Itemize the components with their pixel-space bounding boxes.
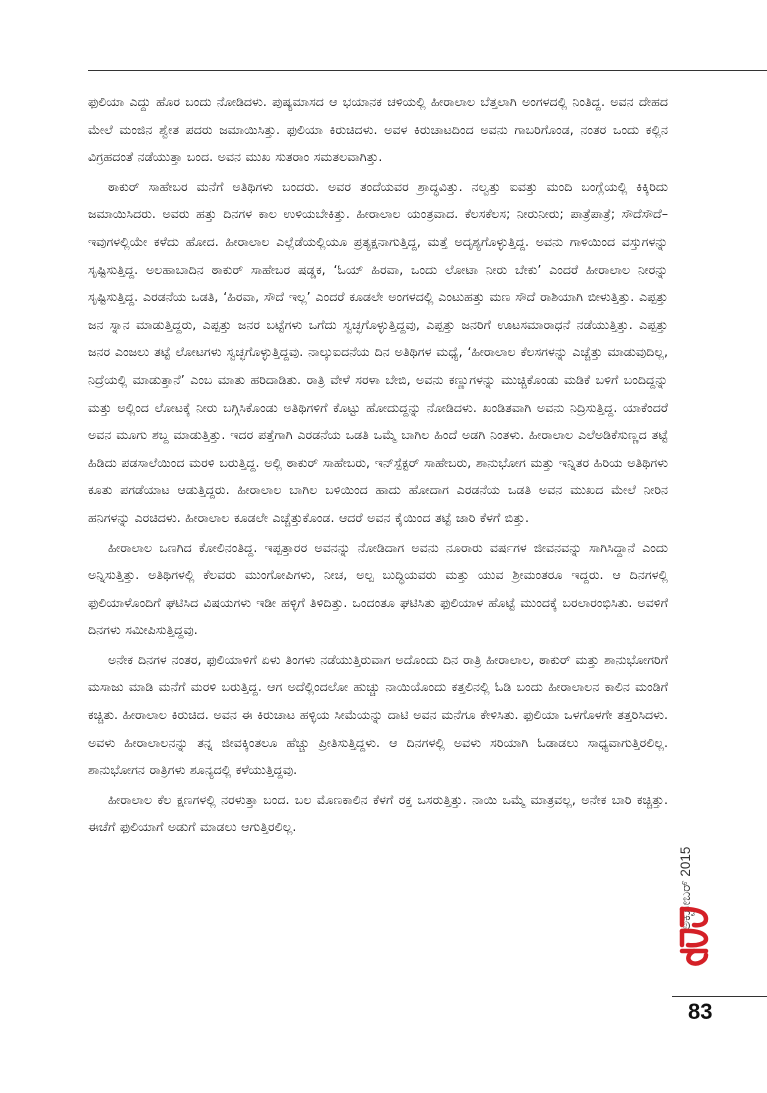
paragraph-4: ಅನೇಕ ದಿನಗಳ ನಂತರ, ಫುಲಿಯಾಳಿಗೆ ಏಳು ತಿಂಗಳು ನಡೆಯುತ್ತಿರುವಾಗ ಅದೊಂದು ದಿನ ರಾತ್ರಿ ಹೀರಾಲಾಲ, ಠಾಕುರ್ ಮತ್ತು ಶಾನುಭೋಗರಿಗೆ ಮಸಾಜು ಮಾಡಿ ಮನೆಗೆ ಮರಳಿ ಬರುತ್ತಿದ್ದ. ಆಗ ಅದೆಲ್ಲಿಂದಲೋ ಹುಚ್ಚು ನಾಯಿಯೊಂದು ಕತ್ತಲಿನಲ್ಲಿ ಓಡಿ ಬಂದು ಹೀರಾಲಾಲನ ಕಾಲಿನ ಮಂಡಿಗೆ ಕಚ್ಚಿತು. ಹೀರಾಲಾಲ ಕಿರುಚಿದ. ಅವನ ಈ ಕಿರುಚಾಟ ಹಳ್ಳಿಯ ಸೀಮೆಯನ್ನು ದಾಟಿ ಅವನ ಮನೆಗೂ ಕೇಳಿಸಿತು. ಫುಲಿಯಾ ಒಳಗೊಳಗೇ ತತ್ತರಿಸಿದಳು. ಅವಳು ಹೀರಾಲಾಲನನ್ನು ತನ್ನ ಜೀವಕ್ಕಿಂತಲೂ ಹೆಚ್ಚು ಪ್ರೀತಿಸುತ್ತಿದ್ದಳು. ಆ ದಿನಗಳಲ್ಲಿ ಅವಳು ಸರಿಯಾಗಿ ಓಡಾಡಲು ಸಾಧ್ಯವಾಗುತ್ತಿರಲಿಲ್ಲ. ಶಾನುಭೋಗನ ರಾತ್ರಿಗಳು ಶೂನ್ಯದಲ್ಲಿ ಕಳೆಯುತ್ತಿದ್ದವು.	[88, 651, 668, 778]
paragraph-3: ಹೀರಾಲಾಲ ಒಣಗಿದ ಕೋಲಿನಂತಿದ್ದ. ಇಪ್ಪತ್ತಾರರ ಅವನನ್ನು ನೋಡಿದಾಗ ಅವನು ನೂರಾರು ವರ್ಷಗಳ ಜೀವನವನ್ನು ಸಾಗಿಸಿದ್ದಾನೆ ಎಂದು ಅನ್ನಿಸುತ್ತಿತ್ತು. ಅತಿಥಿಗಳಲ್ಲಿ ಕೆಲವರು ಮುಂಗೋಪಿಗಳು, ನೀಚ, ಅಲ್ಪ ಬುದ್ಧಿಯವರು ಮತ್ತು ಯುವ ಶ್ರೀಮಂತರೂ ಇದ್ದರು. ಆ ದಿನಗಳಲ್ಲಿ ಫುಲಿಯಾಳೊಂದಿಗೆ ಘಟಿಸಿದ ವಿಷಯಗಳು ಇಡೀ ಹಳ್ಳಿಗೆ ತಿಳಿದಿತ್ತು. ಒಂದಂತೂ ಘಟಿಸಿತು ಫುಲಿಯಾಳ ಹೊಟ್ಟೆ ಮುಂದಕ್ಕೆ ಬರಲಾರಂಭಿಸಿತು. ಅವಳಿಗೆ ದಿನಗಳು ಸಮೀಪಿಸುತ್ತಿದ್ದವು.	[88, 539, 668, 638]
paragraph-1: ಫುಲಿಯಾ ಎದ್ದು ಹೊರ ಬಂದು ನೋಡಿದಳು. ಪುಷ್ಯಮಾಸದ ಆ ಭಯಾನಕ ಚಳಿಯಲ್ಲಿ ಹೀರಾಲಾಲ ಬೆತ್ತಲಾಗಿ ಅಂಗಳದಲ್ಲಿ ನಿಂತಿದ್ದ. ಅವನ ದೇಹದ ಮೇಲೆ ಮಂಜಿನ ಶ್ವೇತ ಪದರು ಜಮಾಯಿಸಿತ್ತು. ಫುಲಿಯಾ ಕಿರುಚಿದಳು. ಅವಳ ಕಿರುಚಾಟದಿಂದ ಅವನು ಗಾಬರಿಗೊಂಡ, ನಂತರ ಒಂದು ಕಲ್ಲಿನ ವಿಗ್ರಹದಂತೆ ನಡೆಯುತ್ತಾ ಬಂದ. ಅವನ ಮುಖ ಸುತರಾಂ ಸಮತಲವಾಗಿತ್ತು.	[88, 94, 668, 165]
magazine-logo-icon	[676, 905, 712, 967]
page-number: 83	[688, 999, 713, 1024]
issue-date: ಅಕ್ಟೋಬರ್ 2015	[678, 846, 693, 930]
footer-rule	[672, 996, 767, 997]
article-body	[88, 88, 668, 843]
magazine-logo	[676, 905, 712, 967]
paragraph-2: ಠಾಕುರ್ ಸಾಹೇಬರ ಮನೆಗೆ ಅತಿಥಿಗಳು ಬಂದರು. ಅವರ ತಂದೆಯವರ ಶ್ರಾದ್ಧವಿತ್ತು. ನಲ್ವತ್ತು ಐವತ್ತು ಮಂದಿ ಬಂಗ್ಲೆಯಲ್ಲಿ ಕಿಕ್ಕಿರಿದು ಜಮಾಯಿಸಿದರು. ಅವರು ಹತ್ತು ದಿನಗಳ ಕಾಲ ಉಳಿಯಬೇಕಿತ್ತು. ಹೀರಾಲಾಲ ಯಂತ್ರವಾದ. ಕೆಲಸಕೆಲಸ; ನೀರುನೀರು; ಪಾತ್ರೆಪಾತ್ರೆ; ಸೌದೆಸೌದೆ–ಇವುಗಳಲ್ಲಿಯೇ ಕಳೆದು ಹೋದ. ಹೀರಾಲಾಲ ಎಲ್ಲೆಡೆಯಲ್ಲಿಯೂ ಪ್ರತ್ಯಕ್ಷನಾಗುತ್ತಿದ್ದ, ಮತ್ತೆ ಅದೃಶ್ಯಗೊಳ್ಳುತ್ತಿದ್ದ. ಅವನು ಗಾಳಿಯಿಂದ ವಸ್ತುಗಳನ್ನು ಸೃಷ್ಟಿಸುತ್ತಿದ್ದ. ಅಲಹಾಬಾದಿನ ಠಾಕುರ್ ಸಾಹೇಬರ ಷಡ್ಡಕ, ‘ಓಯ್ ಹಿರವಾ, ಒಂದು ಲೋಟಾ ನೀರು ಬೇಕು’ ಎಂದರೆ ಹೀರಾಲಾಲ ನೀರನ್ನು ಸೃಷ್ಟಿಸುತ್ತಿದ್ದ. ಎರಡನೆಯ ಒಡತಿ, ‘ಹಿರವಾ, ಸೌದೆ ಇಲ್ಲ’ ಎಂದರೆ ಕೂಡಲೇ ಅಂಗಳದಲ್ಲಿ ಎಂಟುಹತ್ತು ಮಣ ಸೌದೆ ರಾಶಿಯಾಗಿ ಬೀಳುತ್ತಿತ್ತು. ಎಪ್ಪತ್ತು ಜನ ಸ್ನಾನ ಮಾಡುತ್ತಿದ್ದರು, ಎಪ್ಪತ್ತು ಜನರ ಬಟ್ಟೆಗಳು ಒಗೆದು ಸ್ವಚ್ಛಗೊಳ್ಳುತ್ತಿದ್ದವು, ಎಪ್ಪತ್ತು ಜನರಿಗೆ ಊಟಸಮಾರಾಧನೆ ನಡೆಯುತ್ತಿತ್ತು. ಎಪ್ಪತ್ತು ಜನರ ಎಂಜಲು ತಟ್ಟೆ ಲೋಟಗಳು ಸ್ವಚ್ಛಗೊಳ್ಳುತ್ತಿದ್ದವು. ನಾಲ್ಕುಐದನೆಯ ದಿನ ಅತಿಥಿಗಳ ಮಧ್ಯೆ, ‘ಹೀರಾಲಾಲ ಕೆಲಸಗಳನ್ನು ಎಚ್ಚೆತ್ತು ಮಾಡುವುದಿಲ್ಲ, ನಿದ್ರೆಯಲ್ಲಿ ಮಾಡುತ್ತಾನೆ’ ಎಂಬ ಮಾತು ಹರಿದಾಡಿತು. ರಾತ್ರಿ ವೇಳೆ ಸರಳಾ ಬೇಬಿ, ಅವನು ಕಣ್ಣುಗಳನ್ನು ಮುಚ್ಚಿಕೊಂಡು ಮಡಿಕೆ ಬಳಿಗೆ ಬಂದಿದ್ದನ್ನು ಮತ್ತು ಅಲ್ಲಿಂದ ಲೋಟಕ್ಕೆ ನೀರು ಬಗ್ಗಿಸಿಕೊಂಡು ಅತಿಥಿಗಳಿಗೆ ಕೊಟ್ಟು ಹೋದುದ್ದನ್ನು ನೋಡಿದಳು. ಖಂಡಿತವಾಗಿ ಅವನು ನಿದ್ರಿಸುತ್ತಿದ್ದ. ಯಾಕೆಂದರೆ ಅವನ ಮೂಗು ಶಬ್ದ ಮಾಡುತ್ತಿತ್ತು. ಇದರ ಪತ್ತೆಗಾಗಿ ಎರಡನೆಯ ಒಡತಿ ಒಮ್ಮೆ ಬಾಗಿಲ ಹಿಂದೆ ಅಡಗಿ ನಿಂತಳು. ಹೀರಾಲಾಲ ಎಲೆಅಡಿಕೆಸುಣ್ಣದ ತಟ್ಟೆ ಹಿಡಿದು ಪಡಸಾಲೆಯಿಂದ ಮರಳಿ ಬರುತ್ತಿದ್ದ. ಅಲ್ಲಿ ಠಾಕುರ್ ಸಾಹೇಬರು, ಇನ್‌ಸ್ಪೆಕ್ಟರ್ ಸಾಹೇಬರು, ಶಾನುಭೋಗ ಮತ್ತು ಇನ್ನಿತರ ಹಿರಿಯ ಅತಿಥಿಗಳು ಕೂತು ಪಗಡೆಯಾಟ ಆಡುತ್ತಿದ್ದರು. ಹೀರಾಲಾಲ ಬಾಗಿಲ ಬಳಿಯಿಂದ ಹಾದು ಹೋದಾಗ ಎರಡನೆಯ ಒಡತಿ ಅವನ ಮುಖದ ಮೇಲೆ ನೀರಿನ ಹನಿಗಳನ್ನು ಎರಚಿದಳು. ಹೀರಾಲಾಲ ಕೂಡಲೇ ಎಚ್ಚೆತ್ತುಕೊಂಡ. ಆದರೆ ಅವನ ಕೈಯಿಂದ ತಟ್ಟೆ ಜಾರಿ ಕೆಳಗೆ ಬಿತ್ತು.	[88, 178, 668, 525]
paragraph-5: ಹೀರಾಲಾಲ ಕೆಲ ಕ್ಷಣಗಳಲ್ಲಿ ನರಳುತ್ತಾ ಬಂದ. ಬಲ ಮೊಣಕಾಲಿನ ಕೆಳಗೆ ರಕ್ತ ಒಸರುತ್ತಿತ್ತು. ನಾಯಿ ಒಮ್ಮೆ ಮಾತ್ರವಲ್ಲ, ಅನೇಕ ಬಾರಿ ಕಚ್ಚಿತ್ತು. ಈಚೆಗೆ ಫುಲಿಯಾಗೆ ಅಡುಗೆ ಮಾಡಲು ಆಗುತ್ತಿರಲಿಲ್ಲ.	[88, 791, 668, 835]
header-rule	[88, 70, 767, 71]
